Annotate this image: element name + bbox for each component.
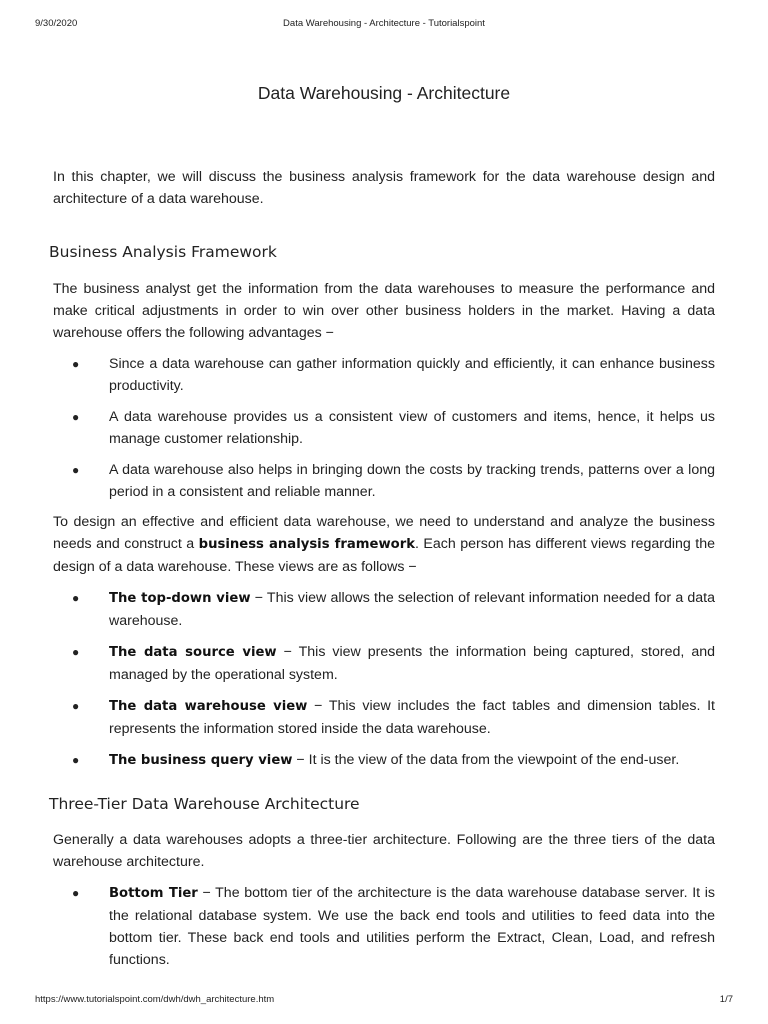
intro-paragraph: In this chapter, we will discuss the business analysis framework for the data warehouse design and architecture of a data warehouse. xyxy=(53,169,715,207)
tiers-list xyxy=(53,882,715,971)
article-body xyxy=(49,166,716,971)
bold-term: business analysis framework xyxy=(198,537,416,552)
section-heading-business-analysis: Business Analysis Framework xyxy=(49,243,277,261)
bullet-icon: ● xyxy=(72,886,80,900)
print-page-number: 1/7 xyxy=(719,994,733,1005)
three-tier-paragraph: Generally a data warehouses adopts a three-tier architecture. Following are the three tiers of the data warehouse architecture. xyxy=(53,832,715,870)
views-list xyxy=(53,587,715,772)
print-header-title: Data Warehousing - Architecture - Tutorialspoint xyxy=(283,18,485,29)
section-heading-three-tier: Three-Tier Data Warehouse Architecture xyxy=(49,795,360,813)
bullet-icon: ● xyxy=(72,463,80,477)
bullet-icon: ● xyxy=(72,410,80,424)
advantages-list xyxy=(53,353,715,503)
page-title: Data Warehousing - Architecture xyxy=(257,83,511,103)
bullet-icon: ● xyxy=(72,699,80,713)
print-date: 9/30/2020 xyxy=(35,18,78,29)
print-footer-url: https://www.tutorialspoint.com/dwh/dwh_architecture.htm xyxy=(35,994,275,1005)
business-analyst-paragraph: The business analyst get the information from the data warehouses to measure the performance and make critical adjustments in order to win over other business holders in the market. Having a data warehouse offers the following advantages − xyxy=(53,281,715,341)
bullet-icon: ● xyxy=(72,591,80,605)
list-item: ● The business query view − It is the view of the data from the viewpoint of the end-user. xyxy=(53,749,715,772)
bullet-icon: ● xyxy=(72,645,80,659)
bullet-icon: ● xyxy=(72,753,80,767)
design-paragraph: To design an effective and efficient data warehouse, we need to understand and analyze the business needs and construct a business analysis framework. Each person has different views regarding the design of a data warehouse. These views are as follows − xyxy=(53,514,716,575)
list-item: ● Since a data warehouse can gather information quickly and efficiently, it can enhance business productivity. xyxy=(53,353,715,397)
list-item: ● A data warehouse also helps in bringing down the costs by tracking trends, patterns over a long period in a consistent and reliable manner. xyxy=(53,459,715,503)
list-item: ● A data warehouse provides us a consistent view of customers and items, hence, it helps us manage customer relationship. xyxy=(53,406,715,450)
bullet-icon: ● xyxy=(72,357,80,371)
list-item: ● Bottom Tier − The bottom tier of the architecture is the data warehouse database server. It is the relational database system. We use the back end tools and utilities to feed data into the bottom tier. These back end tools and utilities perform the Extract, Clean, Load, and refresh functions. xyxy=(53,882,715,971)
list-item: ● The top-down view − This view allows the selection of relevant information needed for a data warehouse. xyxy=(53,587,715,632)
list-item: ● The data warehouse view − This view includes the fact tables and dimension tables. It represents the information stored inside the data warehouse. xyxy=(53,695,715,740)
list-item: ● The data source view − This view presents the information being captured, stored, and managed by the operational system. xyxy=(53,641,715,686)
